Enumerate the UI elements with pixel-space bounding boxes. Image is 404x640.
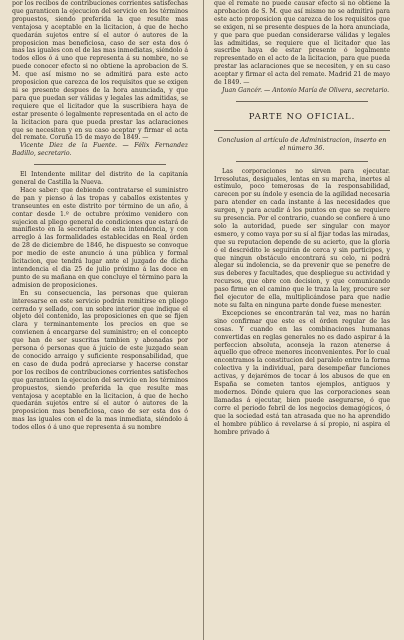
continued-notice-text: por los recibos de contribuciones corrientes satisfechas que garanticen la ejecucion del servicio en los términos propuestos, siendo preferida la que resulte mas ventajosa y aceptable en la licitacion, á que de hecho quedarán sujetos entre sí el autor ó autores de la proposicion mas beneficiosa, caso de ser esta dos ó mas las iguales con el de las mas inmediatas, siéndolo á todos ellos ó á uno que representa á su nombre, no se puede conocer efecto si no obtiene la aprobacion de S. M. que así mismo no se admitirá para este acto proposicion que carezca de los requisitos que se exigen ni se presente despues de la hora anunciada, y que para que puedan ser válidas y legales las admitidas, se requiere que el licitador que la suscribiera haya de estar presente ó legalmente representada en el acto de la licitacion para que pueda prestar las aclaraciones que se necesiten y en su caso aceptar y firmar el acta del remate. Coruña 15 de mayo de 1849. — — [12, 0, 189, 142]
divider — [236, 101, 368, 102]
article-paragraph: Excepciones se encontrarán tal vez, mas no harán sino confirmar que este es el órden regular de las cosas. Y cuando en las combinaciones humanas convertidas en reglas generales no es dado aspirar á la perfeccion absoluta, aconseja la razon atenerse á aquello que ofrece menores inconvenientes. Por lo cual encontramos la constitucion del paralelo entre la forma colectiva y la individual, para desempeñar funciones activas, y dejarémos de tocar á los abusos de que en España se cometen tantos ejemplos, antiguos y modernos. Dónde quiera que las corporaciones sean llamadas á ejecutar, bien puede asegurarse, ó que corre el periodo febril de los negocios demagógicos, ó que la sociedad está tan atrasada que no ha aprendido el hombre público á revelarse á sí propio, ni aspira el hombre privado á — [214, 309, 390, 436]
notice-signature: Vicente Diez de la Fuente. — Félix Fernandez Badillo, secretario. — [12, 142, 188, 158]
notice-body-continued: En su consecuencia, las personas que quieran interesarse en este servicio podrán remitirse en pliego cerrado y sellado, con un sobre interior que indique el objeto del contenido, las proposiciones en que se fijen clara y terminantemente los precios en que se convienen á encargarse del suministro; en el concepto que han de ser suscritas tambien y abonadas por persona ó personas que á juicio de este juzgado sean de conocido arraigo y suficiente responsabilidad, que en caso de duda podrá apreciarse y hacerse constar por los recibos de contribuciones corrientes satisfechos que garanticen la ejecucion del servicio en los términos propuestos, siendo preferida la que resulte mas ventajosa y aceptable en la licitacion, á que de hecho quedarán sujetos entre sí el autor ó autores de la proposicion mas beneficiosa, caso de ser esta dos ó mas las iguales con el de la mas inmediata, siéndolo á todos ellos ó á uno que representa á su nombre — [12, 289, 188, 432]
divider — [236, 161, 368, 162]
notice-opening: El Intendente militar del distrito de la capitanía general de Castilla la Nueva. — [12, 171, 188, 187]
column-rule — [203, 0, 204, 640]
notice-body: Hace saber: que debiendo contratarse el suministro de pan y pienso á las tropas y caballos existentes y transeuntes en este distrito por término de un año, á contar desde 1.º de octubre próximo venidero con sujecion al pliego general de condiciones que estará de manifiesto en la secretaría de esta intendencia, y con arreglo á las formalidades establecidas en Real órden de 28 de diciembre de 1846, he dispuesto se convoque por medio de este anuncio á una pública y formal licitacion, que tendrá lugar ante el juzgado de dicha intendencia el dia 25 de julio próximo á las doce en punto de su mañana en que concluye el término para la admision de proposiciones. — [12, 186, 188, 289]
continued-notice-text: que el remate no puede causar efecto si no obtiene la aprobacion de S. M. que así mismo no se admitirá para este acto proposicion que carezca de los requisitos que se exigen, ni se presente despues de la hora anunciada, y que para que puedan considerarse válidas y legales las admitidas, se requiere que el licitador que las suscribe haya de estar presente ó legalmente representado en el acto de la licitacion, para que pueda prestar las aclaraciones que se necesiten, y en su caso aceptar y firmar el acta del remate. Madrid 21 de mayo de 1849. — — [214, 0, 390, 87]
article-paragraph: Las corporaciones no sirven para ejecutar. Irresolutas, desiguales, lentas en su marcha, inertes al estímulo, poco temerosas de la responsabilidad, carecen por su índole y esencia de la agilidad necesaria para atender en cada instante á las necesidades que surgen, y para acudir á los puntos en que se requiere su presencia. Por el contrario, cuando se confiere á uno solo la autoridad, puede ser singular con mayor esmero, y como vaya por su sí al fijar todas las miradas, que su reputacion depende de su acierto, que la gloria ó el descrédito le seguirán de cerca y sin participes, y que ningun obstáculo encontrará su celo, ni podrá alegar su indolencia, se da prevenir que se penetre de sus deberes y facultades, que despliegue su actividad y recursos, que obre con decision, y que comunicando paso firme en el camino que le traza la ley, procure ser fiel ejecutor de ella, multiplicándose para que nadie note su falta en ninguna parte donde fuese menester. — [214, 167, 390, 309]
left-column — [12, 0, 188, 432]
right-column — [214, 0, 390, 436]
divider — [34, 164, 166, 165]
notice-signature: Juan Gancér. — Antonio María de Olivera, secretario. — [222, 86, 390, 94]
section-subheading: Conclusion al artículo de Administracion, inserto en el número 36. — [217, 135, 387, 152]
divider — [214, 130, 390, 131]
section-heading: PARTE NO OFICIAL. — [248, 111, 356, 122]
